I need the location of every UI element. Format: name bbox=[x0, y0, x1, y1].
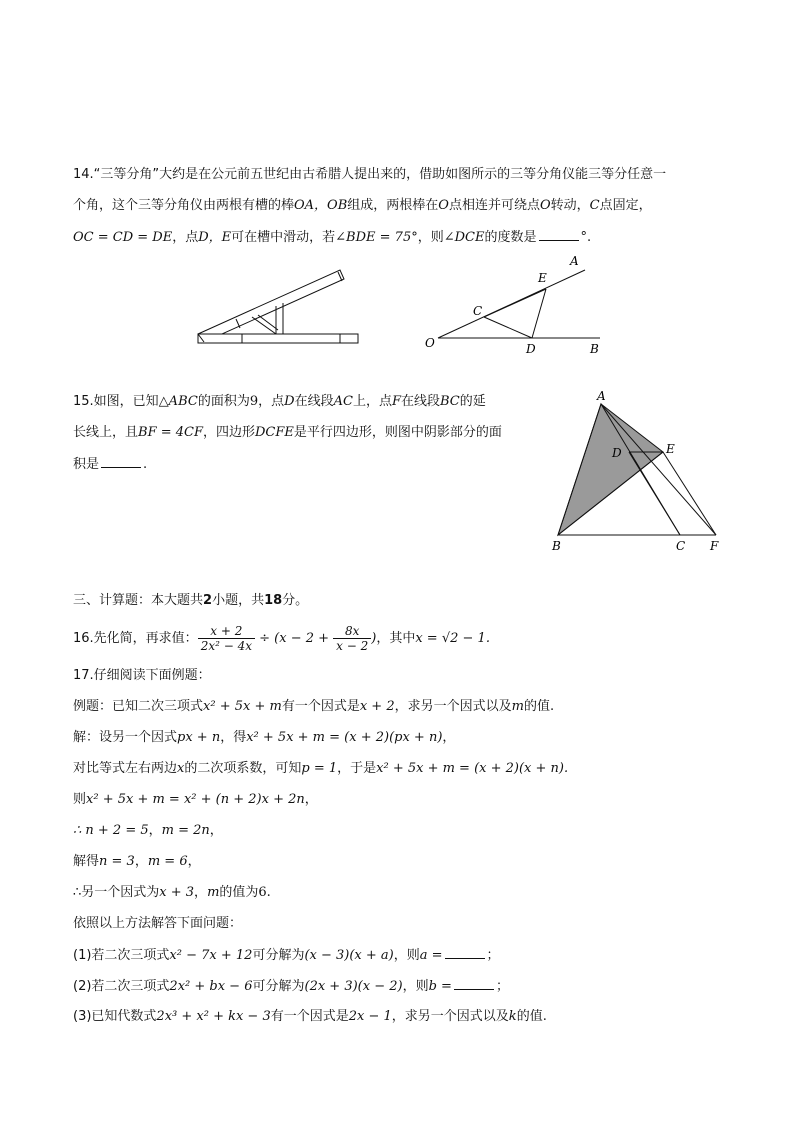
q15-text-2e: 是平行四边形，则图中阴影部分的面 bbox=[293, 425, 502, 440]
q15-text-3b: . bbox=[143, 457, 148, 472]
q15-line-3 bbox=[73, 454, 147, 475]
q17-then-a: 则 bbox=[73, 792, 87, 807]
q17-part-3 bbox=[73, 1007, 547, 1027]
q17-p2-b-equals: b = bbox=[428, 979, 452, 994]
q17-ans-factor: x + 3 bbox=[159, 885, 195, 900]
q17-p3-e: ，求另一个因式以及 bbox=[391, 1009, 509, 1024]
q15-text-2a: 长线上，且 bbox=[73, 425, 139, 440]
q14-point-o: O bbox=[438, 198, 449, 213]
section-3-score: 18 bbox=[264, 593, 283, 608]
q15-point-d: D bbox=[284, 394, 295, 409]
q17-sol-e: ， bbox=[442, 730, 456, 745]
q17-ex-a: 例题：已知二次三项式 bbox=[73, 699, 204, 714]
q16-fraction-1-denominator: 2x² − 4x bbox=[200, 639, 252, 653]
q17-p2-answer-blank[interactable] bbox=[454, 976, 494, 990]
shaded-triangle-abe bbox=[558, 404, 663, 535]
segment-ce bbox=[484, 289, 546, 317]
q17-sol-factor: px + n bbox=[177, 730, 221, 745]
q17-sol-c: ，得 bbox=[220, 730, 247, 745]
q17-follow-text: 依照以上方法解答下面问题： bbox=[73, 916, 243, 931]
q14-point-c: C bbox=[589, 198, 600, 213]
label-d: D bbox=[526, 342, 536, 356]
section-3-count: 2 bbox=[203, 593, 213, 608]
segment-ef bbox=[663, 452, 716, 535]
q17-therefore-1 bbox=[73, 821, 223, 841]
q17-ex-e: ，求另一个因式以及 bbox=[394, 699, 512, 714]
q17-ex-g: 的值. bbox=[523, 699, 555, 714]
q17-ex-trinomial: x² + 5x + m bbox=[203, 699, 282, 714]
q17-so1-eq2: m = 2n bbox=[161, 823, 210, 838]
q17-p1-a-equals: a = bbox=[419, 948, 443, 963]
q14-text-3f: ，则 bbox=[417, 230, 444, 245]
q17-solve-m: m = 6 bbox=[147, 854, 188, 869]
segment-de bbox=[532, 289, 546, 338]
q17-part-1 bbox=[73, 945, 500, 966]
q16-fraction-2-denominator: x − 2 bbox=[336, 639, 369, 653]
q17-cmp-p: p = 1 bbox=[301, 761, 338, 776]
q17-p2-trinomial: 2x² + bx − 6 bbox=[169, 979, 253, 994]
q15-text-1m: 的延 bbox=[459, 394, 486, 409]
label-b: B bbox=[590, 342, 599, 356]
q17-then bbox=[73, 790, 318, 810]
q14-angle-dce: ∠DCE bbox=[443, 230, 485, 245]
q17-p2-end: ； bbox=[495, 979, 509, 994]
q15-line-2 bbox=[73, 423, 502, 443]
q17-so1-eq1: ∴ n + 2 = 5 bbox=[73, 823, 149, 838]
q17-p1-end: ； bbox=[486, 948, 500, 963]
angle-trisection-diagram bbox=[420, 252, 610, 357]
triangle-parallelogram-figure bbox=[548, 390, 728, 555]
label-e: E bbox=[666, 442, 675, 456]
q14-points-de: D，E bbox=[198, 230, 232, 245]
q15-triangle-abc: △ABC bbox=[158, 394, 198, 409]
q17-p3-end: 的值. bbox=[516, 1009, 547, 1024]
q17-then-equation: x² + 5x + m = x² + (n + 2)x + 2n bbox=[86, 792, 305, 807]
q15-text-1i: 上，点 bbox=[352, 394, 392, 409]
q17-then-c: ， bbox=[304, 792, 318, 807]
q17-sol-equation: x² + 5x + m = (x + 2)(px + n) bbox=[246, 730, 443, 745]
label-a: A bbox=[597, 390, 606, 403]
q17-cmp-x: x bbox=[177, 761, 185, 776]
q16-divide-expression: ÷ (x − 2 + bbox=[255, 631, 334, 646]
q15-text-2c: ，四边形 bbox=[202, 425, 255, 440]
q14-text-3h: 的度数是 bbox=[484, 230, 537, 245]
q14-text-2a: 个角，这个三等分角仪由两根有槽的棒 bbox=[73, 198, 295, 213]
q17-title-text: 17.仔细阅读下面例题： bbox=[73, 668, 211, 683]
label-f: F bbox=[710, 539, 719, 553]
q17-p3-factor: 2x − 1 bbox=[348, 1009, 392, 1024]
q15-segment-bc: BC bbox=[440, 394, 460, 409]
device-upper-rod bbox=[198, 270, 344, 343]
q17-so1-sep: ， bbox=[148, 823, 162, 838]
q17-ans-e: 的值为 bbox=[219, 885, 259, 900]
label-a: A bbox=[570, 254, 579, 268]
q14-line-1 bbox=[73, 165, 666, 185]
q16-text-d: ，其中 bbox=[376, 631, 416, 646]
q14-text-3b: ，点 bbox=[172, 230, 199, 245]
label-d: D bbox=[612, 446, 622, 460]
q17-solve-n: n = 3 bbox=[99, 854, 135, 869]
q14-line-2 bbox=[73, 196, 652, 216]
q17-cmp-c: 的二次项系数，可知 bbox=[184, 761, 302, 776]
q16-text-a: 16.先化简，再求值： bbox=[73, 631, 198, 646]
q17-solve-a: 解得 bbox=[73, 854, 100, 869]
q17-answer bbox=[73, 883, 271, 903]
q14-point-o-2: O bbox=[539, 198, 551, 213]
q17-ans-a: ∴另一个因式为 bbox=[73, 885, 160, 900]
q14-equal-segments: OC = CD = DE bbox=[73, 230, 173, 245]
q17-solve-sep: ， bbox=[134, 854, 148, 869]
label-e: E bbox=[538, 271, 547, 285]
q16-fraction-2 bbox=[333, 624, 371, 653]
q17-p1-answer-blank[interactable] bbox=[445, 945, 485, 959]
q17-ans-m: m bbox=[207, 885, 220, 900]
q17-p1-trinomial: x² − 7x + 12 bbox=[169, 948, 253, 963]
label-o: O bbox=[425, 336, 435, 350]
q16-fraction-1 bbox=[198, 624, 255, 653]
q17-p1-a: (1)若二次三项式 bbox=[73, 948, 170, 963]
label-c: C bbox=[473, 304, 483, 318]
q17-ex-c: 有一个因式是 bbox=[281, 699, 360, 714]
q14-angle-bde: ∠BDE = 75° bbox=[335, 230, 418, 245]
q17-p2-e: ，则 bbox=[402, 979, 429, 994]
q15-segment-ac: AC bbox=[333, 394, 353, 409]
q17-p1-e: ，则 bbox=[393, 948, 420, 963]
q14-text-2c: 组成，两根棒在 bbox=[347, 198, 439, 213]
label-c: C bbox=[676, 539, 686, 553]
q17-ex-factor: x + 2 bbox=[359, 699, 395, 714]
q17-p2-a: (2)若二次三项式 bbox=[73, 979, 170, 994]
q15-ratio: BF = 4CF bbox=[138, 425, 203, 440]
q15-area-value: 9 bbox=[249, 394, 259, 409]
q17-ans-sep: ， bbox=[194, 885, 208, 900]
q14-text-2i: 点固定， bbox=[599, 198, 652, 213]
q15-line-1 bbox=[73, 392, 486, 412]
q15-point-f: F bbox=[391, 394, 401, 409]
q16-x-value: x = √2 − 1. bbox=[415, 631, 490, 646]
q17-so1-end: ， bbox=[209, 823, 223, 838]
q17-p1-c: 可分解为 bbox=[252, 948, 305, 963]
q17-example bbox=[73, 697, 554, 717]
q14-rods: OA，OB bbox=[294, 198, 348, 213]
q15-text-1k: 在线段 bbox=[400, 394, 440, 409]
q15-parallelogram: DCFE bbox=[255, 425, 294, 440]
q17-part-2 bbox=[73, 976, 509, 997]
q15-text-1c: 的面积为 bbox=[197, 394, 250, 409]
q17-p2-c: 可分解为 bbox=[252, 979, 305, 994]
q16-close-paren: ) bbox=[371, 631, 377, 646]
q17-p3-k: k bbox=[508, 1009, 517, 1024]
q17-ans-value: 6. bbox=[258, 885, 271, 900]
q14-text-2g: 转动， bbox=[550, 198, 590, 213]
q17-p3-polynomial: 2x³ + x² + kx − 3 bbox=[156, 1009, 271, 1024]
q17-solve bbox=[73, 852, 201, 872]
section-3-text-e: 分。 bbox=[282, 593, 309, 608]
q17-ex-m: m bbox=[511, 699, 524, 714]
q14-line-3 bbox=[73, 227, 591, 248]
q14-answer-blank[interactable] bbox=[539, 227, 579, 241]
q16-line bbox=[73, 624, 490, 654]
ray-oa bbox=[438, 270, 585, 338]
q17-title bbox=[73, 666, 211, 686]
q14-text-1: 14.“三等分角”大约是在公元前五世纪由古希腊人提出来的，借助如图所示的三等分角仪能三等分任意一 bbox=[73, 167, 667, 182]
q17-compare bbox=[73, 759, 568, 779]
q14-text-2e: 点相连并可绕点 bbox=[448, 198, 540, 213]
label-b: B bbox=[552, 539, 561, 553]
segment-cd bbox=[484, 317, 532, 338]
q17-p3-a: (3)已知代数式 bbox=[73, 1009, 157, 1024]
q14-text-3d: 可在槽中滑动，若 bbox=[231, 230, 336, 245]
q15-text-3a: 积是 bbox=[73, 457, 100, 472]
q15-answer-blank[interactable] bbox=[101, 454, 141, 468]
section-3-heading bbox=[73, 591, 308, 611]
q15-text-1a: 15.如图，已知 bbox=[73, 394, 159, 409]
q17-follow bbox=[73, 914, 242, 934]
q17-p1-factorization: (x − 3)(x + a) bbox=[304, 948, 394, 963]
q14-text-3i: °. bbox=[580, 230, 592, 245]
section-3-text-c: 小题，共 bbox=[212, 593, 265, 608]
q17-cmp-a: 对比等式左右两边 bbox=[73, 761, 178, 776]
q16-fraction-1-numerator: x + 2 bbox=[198, 624, 255, 639]
section-3-text-a: 三、计算题：本大题共 bbox=[73, 593, 204, 608]
q17-p2-factorization: (2x + 3)(x − 2) bbox=[304, 979, 403, 994]
q15-text-1g: 在线段 bbox=[294, 394, 334, 409]
q17-solve-end: ， bbox=[187, 854, 201, 869]
q17-p3-c: 有一个因式是 bbox=[270, 1009, 349, 1024]
q17-solution bbox=[73, 728, 455, 748]
q17-cmp-e: ，于是 bbox=[337, 761, 377, 776]
q17-sol-a: 解：设另一个因式 bbox=[73, 730, 178, 745]
q16-fraction-2-numerator: 8x bbox=[333, 624, 371, 639]
device-lower-rod bbox=[198, 334, 358, 343]
trisector-device-figure bbox=[190, 262, 365, 350]
q17-cmp-equation: x² + 5x + m = (x + 2)(x + n). bbox=[376, 761, 569, 776]
q15-text-1e: ，点 bbox=[258, 394, 285, 409]
